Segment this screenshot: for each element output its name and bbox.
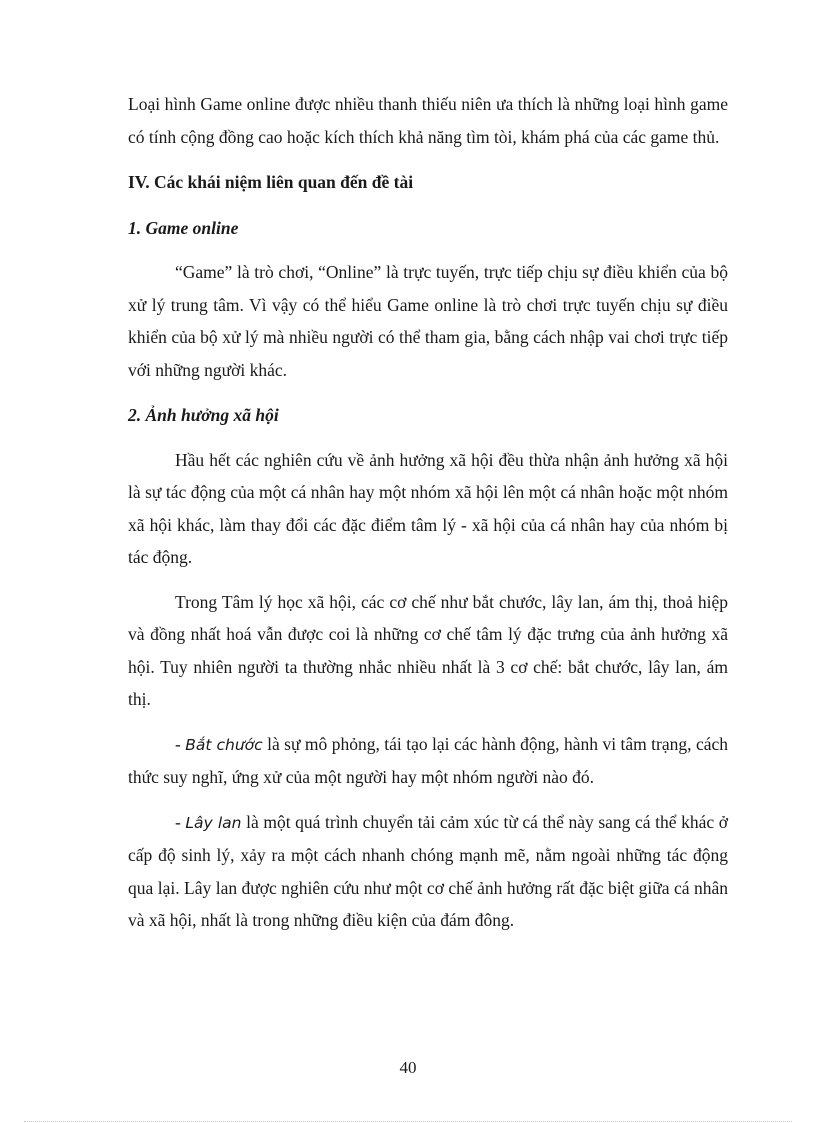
- imitation-dash: -: [175, 733, 186, 754]
- social-influence-paragraph: Hầu hết các nghiên cứu về ảnh hưởng xã hội đều thừa nhận ảnh hưởng xã hội là sự tác động của một cá nhân hay một nhóm xã hội lên một cá nhân hoặc một nhóm xã hội khác, làm thay đổi các đặc điểm tâm lý - xã hội của cá nhân hay của nhóm bị tác động.: [128, 449, 728, 567]
- section-heading: IV. Các khái niệm liên quan đến đề tài: [128, 172, 414, 192]
- contagion-definition: là một quá trình chuyển tải cảm xúc từ cá thể này sang cá thể khác ở cấp độ sinh lý, xảy ra một cách nhanh chóng mạnh mẽ, nằm ngoài những tác động qua lại. Lây lan được nghiên cứu như một cơ chế ảnh hưởng rất đặc biệt giữa cá nhân và xã hội, nhất là trong những điều kiện của đám đông.: [128, 811, 729, 930]
- page-number: 40: [399, 1058, 417, 1077]
- document-page: [128, 88, 728, 937]
- contagion-paragraph: [128, 806, 728, 937]
- mechanisms-paragraph: Trong Tâm lý học xã hội, các cơ chế như bắt chước, lây lan, ám thị, thoả hiệp và đồng nhất hoá vẫn được coi là những cơ chế tâm lý đặc trưng của ảnh hưởng xã hội. Tuy nhiên người ta thường nhắc nhiều nhất là 3 cơ chế: bắt chước, lây lan, ám thị.: [128, 591, 728, 709]
- game-online-definition-paragraph: “Game” là trò chơi, “Online” là trực tuyến, trực tiếp chịu sự điều khiển của bộ xử lý trung tâm. Vì vậy có thể hiểu Game online là trò chơi trực tuyến chịu sự điều khiển của bộ xử lý mà nhiều người có thể tham gia, bằng cách nhập vai chơi trực tiếp với những người khác.: [128, 262, 728, 380]
- intro-paragraph: Loại hình Game online được nhiều thanh thiếu niên ưa thích là những loại hình game có tính cộng đồng cao hoặc kích thích khả năng tìm tòi, khám phá của các game thủ.: [128, 94, 728, 147]
- subsection-heading-social-influence: 2. Ảnh hưởng xã hội: [128, 405, 279, 425]
- subsection-heading-game-online: 1. Game online: [128, 217, 239, 238]
- page-bottom-divider: [24, 1121, 792, 1122]
- imitation-term: Bắt chước: [185, 735, 263, 754]
- imitation-paragraph: [128, 728, 728, 794]
- contagion-term: Lây lan: [185, 813, 242, 832]
- contagion-dash: -: [175, 811, 186, 832]
- imitation-definition: là sự mô phỏng, tái tạo lại các hành động, hành vi tâm trạng, cách thức suy nghĩ, ứng xử của một người hay một nhóm người nào đó.: [128, 733, 729, 787]
